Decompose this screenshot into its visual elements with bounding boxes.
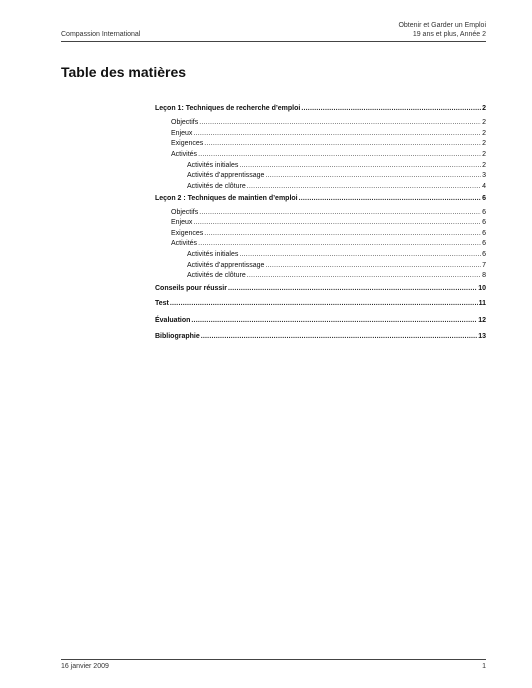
toc-entry-subsection[interactable] — [187, 183, 486, 190]
header-left: Compassion International — [61, 31, 141, 38]
toc-entry-page: 6 — [482, 195, 486, 202]
toc-entry-label: Enjeux — [171, 130, 193, 137]
toc-entry-page: 2 — [482, 151, 486, 158]
toc-entry-section[interactable] — [171, 230, 486, 237]
toc-entry-page: 6 — [482, 240, 486, 247]
toc-entry-page: 2 — [482, 162, 486, 169]
toc-dot-leader — [228, 285, 477, 292]
toc-entry-label: Activités d’apprentissage — [187, 172, 265, 179]
toc-entry-page: 3 — [482, 172, 486, 179]
toc-entry-label: Leçon 2 : Techniques de maintien d’emploi — [155, 195, 298, 202]
toc-entry-label: Activités initiales — [187, 162, 239, 169]
toc-entry-label: Conseils pour réussir — [155, 285, 227, 292]
footer-page-number: 1 — [482, 663, 486, 670]
toc-dot-leader — [199, 119, 481, 126]
toc-entry-page: 2 — [482, 105, 486, 112]
toc-dot-leader — [247, 183, 481, 190]
footer-rule — [61, 659, 486, 660]
toc-entry-page: 4 — [482, 183, 486, 190]
toc-entry-label: Enjeux — [171, 219, 193, 226]
toc-dot-leader — [201, 333, 477, 340]
toc-dot-leader — [265, 262, 481, 269]
toc-entry-label: Exigences — [171, 230, 204, 237]
toc-entry-label: Activités — [171, 151, 198, 158]
toc-entry-section[interactable] — [171, 151, 486, 158]
toc-entry-subsection[interactable] — [187, 272, 486, 279]
toc-entry-section[interactable] — [171, 119, 486, 126]
toc-dot-leader — [265, 172, 481, 179]
toc-entry-label: Activités initiales — [187, 251, 239, 258]
toc-dot-leader — [301, 105, 481, 112]
toc-entry-main[interactable] — [155, 195, 486, 202]
toc-entry-page: 10 — [478, 285, 486, 292]
toc-dot-leader — [239, 251, 481, 258]
toc-entry-label: Objectifs — [171, 209, 199, 216]
toc-entry-page: 7 — [482, 262, 486, 269]
toc-entry-main[interactable] — [155, 105, 486, 112]
toc-entry-page: 6 — [482, 209, 486, 216]
toc-entry-page: 6 — [482, 219, 486, 226]
toc-entry-label: Activités d’apprentissage — [187, 262, 265, 269]
toc-entry-page: 11 — [478, 300, 486, 307]
toc-entry-main[interactable] — [155, 285, 486, 292]
toc-entry-label: Test — [155, 300, 169, 307]
toc-entry-label: Leçon 1: Techniques de recherche d’emploi — [155, 105, 301, 112]
toc-dot-leader — [191, 317, 477, 324]
toc-entry-page: 2 — [482, 130, 486, 137]
toc-entry-section[interactable] — [171, 140, 486, 147]
footer-date: 16 janvier 2009 — [61, 663, 109, 670]
toc-entry-page: 2 — [482, 119, 486, 126]
toc-entry-page: 12 — [478, 317, 486, 324]
toc-dot-leader — [299, 195, 481, 202]
toc-entry-label: Exigences — [171, 140, 204, 147]
toc-entry-page: 2 — [482, 140, 486, 147]
toc-entry-label: Activités de clôture — [187, 183, 246, 190]
header-doc-title: Obtenir et Garder un Emploi — [398, 22, 486, 29]
toc-dot-leader — [170, 300, 478, 307]
toc-entry-section[interactable] — [171, 240, 486, 247]
toc-entry-label: Objectifs — [171, 119, 199, 126]
toc-entry-main[interactable] — [155, 317, 486, 324]
toc-dot-leader — [198, 240, 481, 247]
header-right — [398, 21, 486, 39]
toc-entry-section[interactable] — [171, 130, 486, 137]
toc-entry-label: Activités — [171, 240, 198, 247]
toc-entry-page: 8 — [482, 272, 486, 279]
toc-entry-section[interactable] — [171, 219, 486, 226]
toc-dot-leader — [239, 162, 481, 169]
toc-entry-label: Bibliographie — [155, 333, 200, 340]
toc-dot-leader — [199, 209, 481, 216]
toc-dot-leader — [193, 219, 481, 226]
toc-dot-leader — [204, 140, 481, 147]
toc-dot-leader — [193, 130, 481, 137]
toc-entry-label: Évaluation — [155, 317, 191, 324]
header-rule — [61, 41, 486, 42]
toc-dot-leader — [198, 151, 481, 158]
toc-entry-subsection[interactable] — [187, 162, 486, 169]
toc-entry-subsection[interactable] — [187, 262, 486, 269]
toc-entry-page: 6 — [482, 230, 486, 237]
toc-entry-section[interactable] — [171, 209, 486, 216]
page-title: Table des matières — [61, 64, 187, 80]
toc-entry-page: 13 — [478, 333, 486, 340]
toc-entry-subsection[interactable] — [187, 251, 486, 258]
header-doc-subtitle: 19 ans et plus, Année 2 — [412, 31, 486, 38]
toc-dot-leader — [204, 230, 481, 237]
toc-entry-page: 6 — [482, 251, 486, 258]
toc-entry-subsection[interactable] — [187, 172, 486, 179]
toc-entry-main[interactable] — [155, 300, 486, 307]
toc-entry-main[interactable] — [155, 333, 486, 340]
toc-dot-leader — [247, 272, 481, 279]
toc-entry-label: Activités de clôture — [187, 272, 246, 279]
